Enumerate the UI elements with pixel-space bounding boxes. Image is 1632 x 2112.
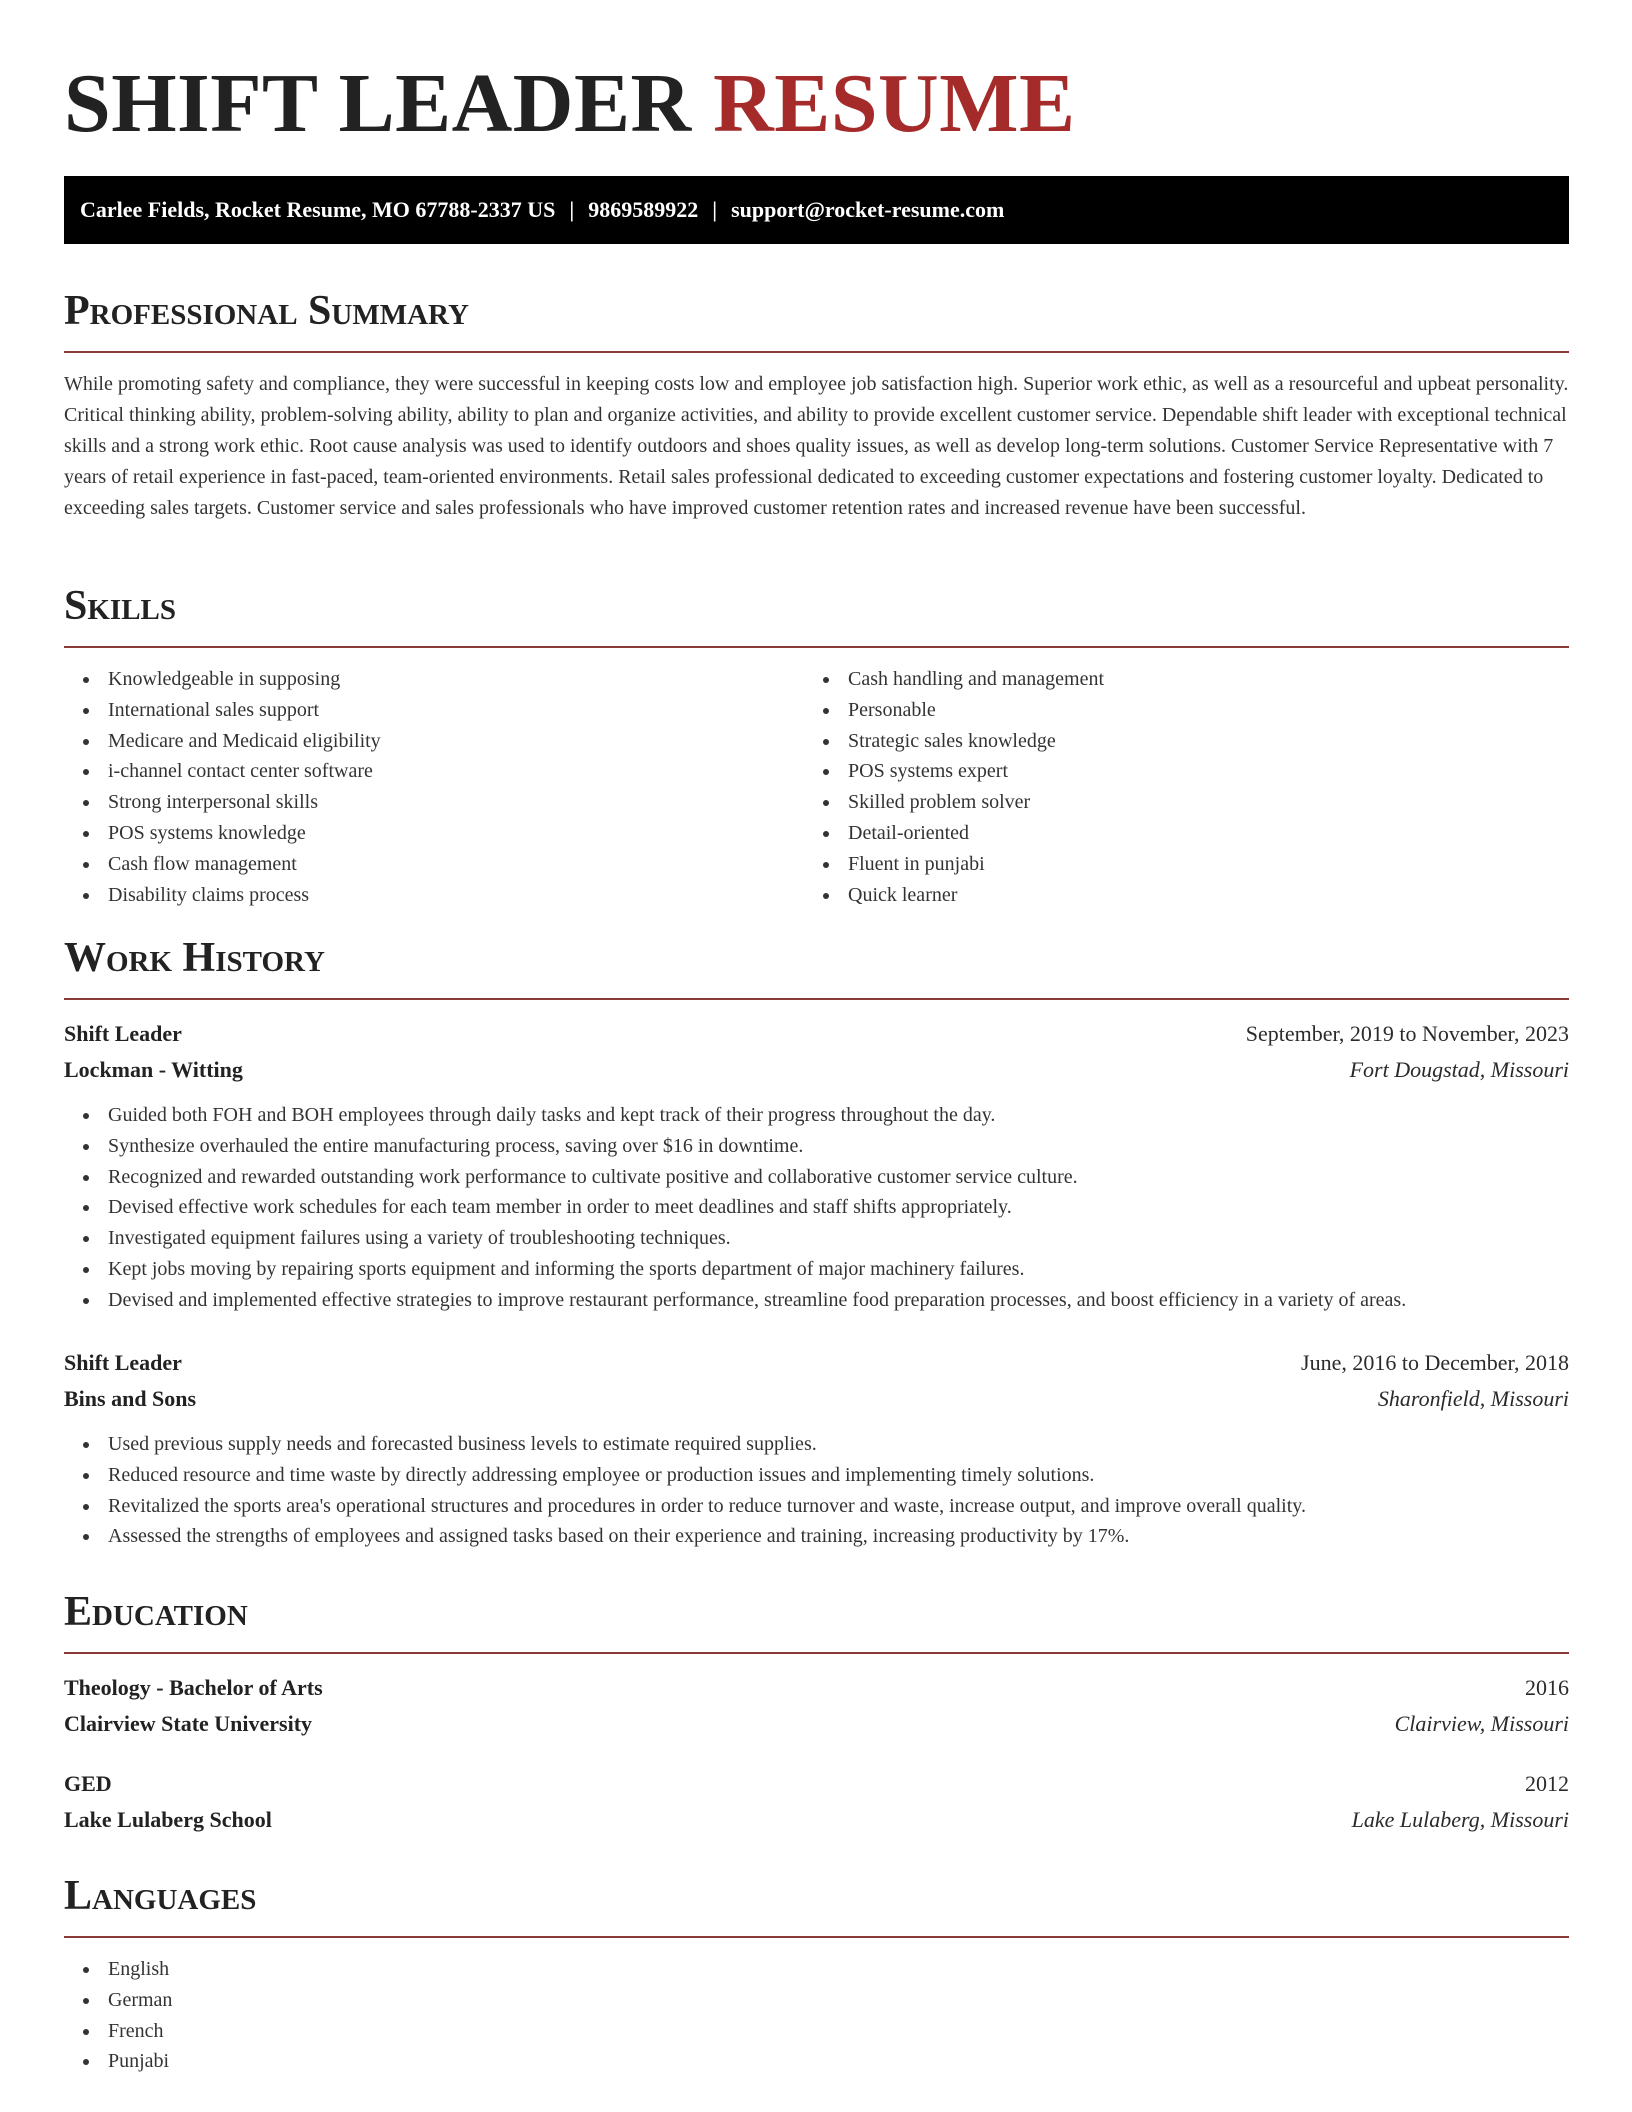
job-duty: Revitalized the sports area's operational structures and procedures in order to reduce turnover and waste, increase output, and improve overall quality. — [64, 1491, 1569, 1522]
degree-year: 2016 — [1525, 1675, 1569, 1700]
job-company-row — [64, 1052, 1569, 1088]
job-location: Sharonfield, Missouri — [1377, 1386, 1569, 1411]
education-section — [64, 1586, 1569, 1742]
job-title-row — [64, 1345, 1569, 1381]
skill-item: Cash handling and management — [804, 664, 1544, 695]
skills-section — [64, 580, 1569, 910]
summary-heading: Professional Summary — [64, 288, 469, 334]
job-entry — [64, 1016, 1569, 1316]
contact-separator: | — [712, 197, 718, 222]
skill-item: Skilled problem solver — [804, 787, 1544, 818]
contact-bar — [64, 176, 1569, 244]
job-duty: Investigated equipment failures using a variety of troubleshooting techniques. — [64, 1223, 1569, 1254]
languages-section — [64, 1870, 1569, 2077]
school-name: Clairview State University — [64, 1711, 313, 1736]
language-item: French — [64, 2016, 1569, 2047]
skill-item: POS systems knowledge — [64, 818, 804, 849]
education-entry — [64, 1766, 1569, 1838]
job-duty: Recognized and rewarded outstanding work performance to cultivate positive and collaborative customer service culture. — [64, 1162, 1569, 1193]
resume-title — [64, 0, 1569, 158]
section-divider — [64, 1652, 1569, 1654]
skill-item: Strong interpersonal skills — [64, 787, 804, 818]
section-divider — [64, 646, 1569, 648]
skill-item: Cash flow management — [64, 849, 804, 880]
title-role: SHIFT LEADER — [64, 57, 692, 150]
contact-address: Carlee Fields, Rocket Resume, MO 67788-2337 US — [80, 197, 556, 222]
degree-row — [64, 1670, 1569, 1706]
job-duty: Used previous supply needs and forecasted business levels to estimate required supplies. — [64, 1429, 1569, 1460]
language-item: German — [64, 1985, 1569, 2016]
section-divider — [64, 1936, 1569, 1938]
work-history-section — [64, 932, 1569, 1316]
job-dates: September, 2019 to November, 2023 — [1245, 1021, 1569, 1046]
skill-item: International sales support — [64, 695, 804, 726]
school-name: Lake Lulaberg School — [64, 1807, 272, 1832]
degree-name: GED — [64, 1771, 112, 1796]
job-location: Fort Dougstad, Missouri — [1349, 1057, 1569, 1082]
skill-item: Medicare and Medicaid eligibility — [64, 726, 804, 757]
job-duty: Devised effective work schedules for each team member in order to meet deadlines and staff shifts appropriately. — [64, 1192, 1569, 1223]
school-row — [64, 1706, 1569, 1742]
education-heading: Education — [64, 1589, 248, 1635]
skills-columns — [64, 664, 1569, 910]
skill-item: Knowledgeable in supposing — [64, 664, 804, 695]
summary-section — [64, 285, 1569, 524]
skill-item: Strategic sales knowledge — [804, 726, 1544, 757]
languages-heading: Languages — [64, 1873, 257, 1919]
skills-heading: Skills — [64, 583, 177, 629]
school-location: Lake Lulaberg, Missouri — [1351, 1807, 1569, 1832]
language-item: Punjabi — [64, 2046, 1569, 2077]
job-duties — [64, 1429, 1569, 1552]
degree-year: 2012 — [1525, 1771, 1569, 1796]
job-duty: Reduced resource and time waste by directly addressing employee or production issues and implementing timely solutions. — [64, 1460, 1569, 1491]
section-divider — [64, 998, 1569, 1000]
skill-item: POS systems expert — [804, 756, 1544, 787]
skill-item: i-channel contact center software — [64, 756, 804, 787]
contact-email: support@rocket-resume.com — [731, 197, 1005, 222]
job-title: Shift Leader — [64, 1021, 182, 1046]
title-accent: RESUME — [713, 57, 1076, 150]
skill-item: Detail-oriented — [804, 818, 1544, 849]
job-duty: Devised and implemented effective strategies to improve restaurant performance, streamline food preparation processes, and boost efficiency in a variety of areas. — [64, 1285, 1569, 1316]
job-duty: Assessed the strengths of employees and assigned tasks based on their experience and training, increasing productivity by 17%. — [64, 1521, 1569, 1552]
job-dates: June, 2016 to December, 2018 — [1301, 1350, 1569, 1375]
skill-item: Quick learner — [804, 880, 1544, 911]
education-entry — [64, 1670, 1569, 1742]
languages-list — [64, 1954, 1569, 2077]
section-divider — [64, 351, 1569, 353]
skill-item: Disability claims process — [64, 880, 804, 911]
skill-item: Personable — [804, 695, 1544, 726]
work-history-heading: Work History — [64, 935, 325, 981]
job-duty: Kept jobs moving by repairing sports equipment and informing the sports department of major machinery failures. — [64, 1254, 1569, 1285]
job-duty: Synthesize overhauled the entire manufacturing process, saving over $16 in downtime. — [64, 1131, 1569, 1162]
school-location: Clairview, Missouri — [1394, 1711, 1569, 1736]
job-title-row — [64, 1016, 1569, 1052]
skills-list-left — [64, 664, 804, 910]
job-title: Shift Leader — [64, 1350, 182, 1375]
job-duty: Guided both FOH and BOH employees through daily tasks and kept track of their progress throughout the day. — [64, 1100, 1569, 1131]
summary-text: While promoting safety and compliance, they were successful in keeping costs low and employee job satisfaction high. Superior work ethic, as well as a resourceful and upbeat personality. Critical thinking ability, problem-solving ability, ability to plan and organize activities, and ability to provide excellent customer service. Dependable shift leader with exceptional technical skills and a strong work ethic. Root cause analysis was used to identify outdoors and shoes quality issues, as well as develop long-term solutions. Customer Service Representative with 7 years of retail experience in fast-paced, team-oriented environments. Retail sales professional dedicated to exceeding customer expectations and fostering customer loyalty. Dedicated to exceeding sales targets. Customer service and sales professionals who have improved customer retention rates and increased revenue have been successful. — [64, 373, 1569, 519]
language-item: English — [64, 1954, 1569, 1985]
school-row — [64, 1802, 1569, 1838]
contact-separator: | — [569, 197, 575, 222]
job-duties — [64, 1100, 1569, 1316]
job-company: Lockman - Witting — [64, 1057, 243, 1082]
contact-phone: 9869589922 — [588, 197, 699, 222]
degree-name: Theology - Bachelor of Arts — [64, 1675, 323, 1700]
job-company: Bins and Sons — [64, 1386, 197, 1411]
job-company-row — [64, 1381, 1569, 1417]
skills-list-right — [804, 664, 1544, 910]
job-entry — [64, 1345, 1569, 1552]
skill-item: Fluent in punjabi — [804, 849, 1544, 880]
resume-header — [64, 0, 1569, 244]
degree-row — [64, 1766, 1569, 1802]
